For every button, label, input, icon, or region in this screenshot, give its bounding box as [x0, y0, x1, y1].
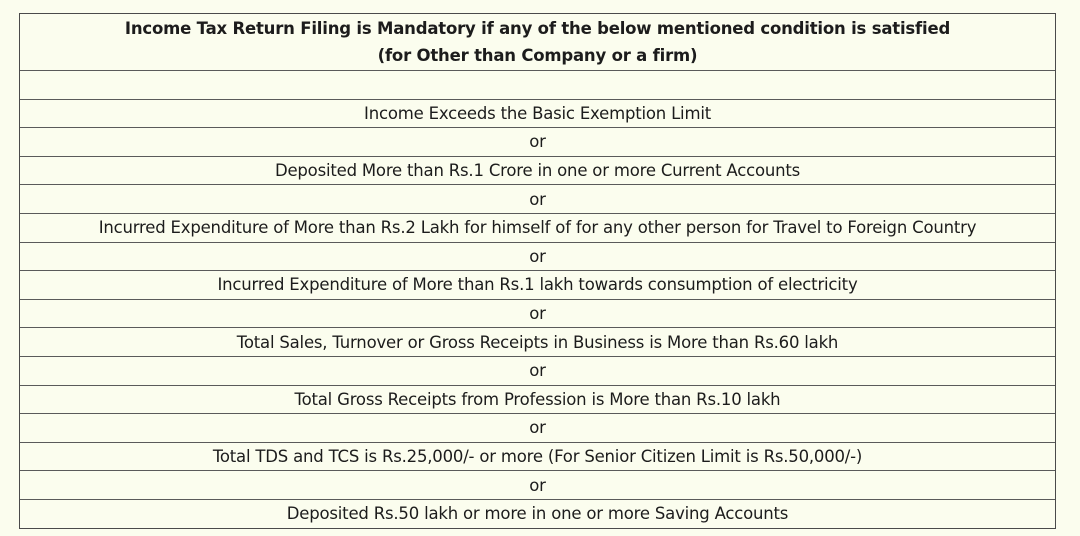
condition-row: Deposited Rs.50 lakh or more in one or more Saving Accounts: [286, 504, 789, 524]
condition-row: Total Sales, Turnover or Gross Receipts in Business is More than Rs.60 lakh: [20, 328, 1055, 357]
or-separator: or: [20, 128, 1055, 157]
or-separator: or: [20, 357, 1055, 386]
itr-conditions-table: [19, 13, 1056, 529]
condition-row: Total Gross Receipts from Profession is More than Rs.10 lakh: [20, 386, 1055, 415]
empty-row: [20, 71, 1055, 100]
or-separator: or: [20, 300, 1055, 329]
condition-row: Total TDS and TCS is Rs.25,000/- or more (For Senior Citizen Limit is Rs.50,000/-): [20, 443, 1055, 472]
or-separator: or: [20, 471, 1055, 500]
or-separator: or: [20, 185, 1055, 214]
condition-row: Income Exceeds the Basic Exemption Limit: [20, 100, 1055, 129]
or-separator: or: [20, 243, 1055, 272]
table-subtitle: (for Other than Company or a firm): [377, 46, 698, 65]
condition-row: Incurred Expenditure of More than Rs.1 lakh towards consumption of electricity: [20, 271, 1055, 300]
table-title: Income Tax Return Filing is Mandatory if any of the below mentioned condition is satisfied: [124, 19, 951, 38]
or-separator: or: [20, 414, 1055, 443]
condition-row: Deposited More than Rs.1 Crore in one or more Current Accounts: [20, 157, 1055, 186]
condition-row: Incurred Expenditure of More than Rs.2 Lakh for himself of for any other person for Travel to Foreign Country: [20, 214, 1055, 243]
table-header: [20, 14, 1055, 71]
